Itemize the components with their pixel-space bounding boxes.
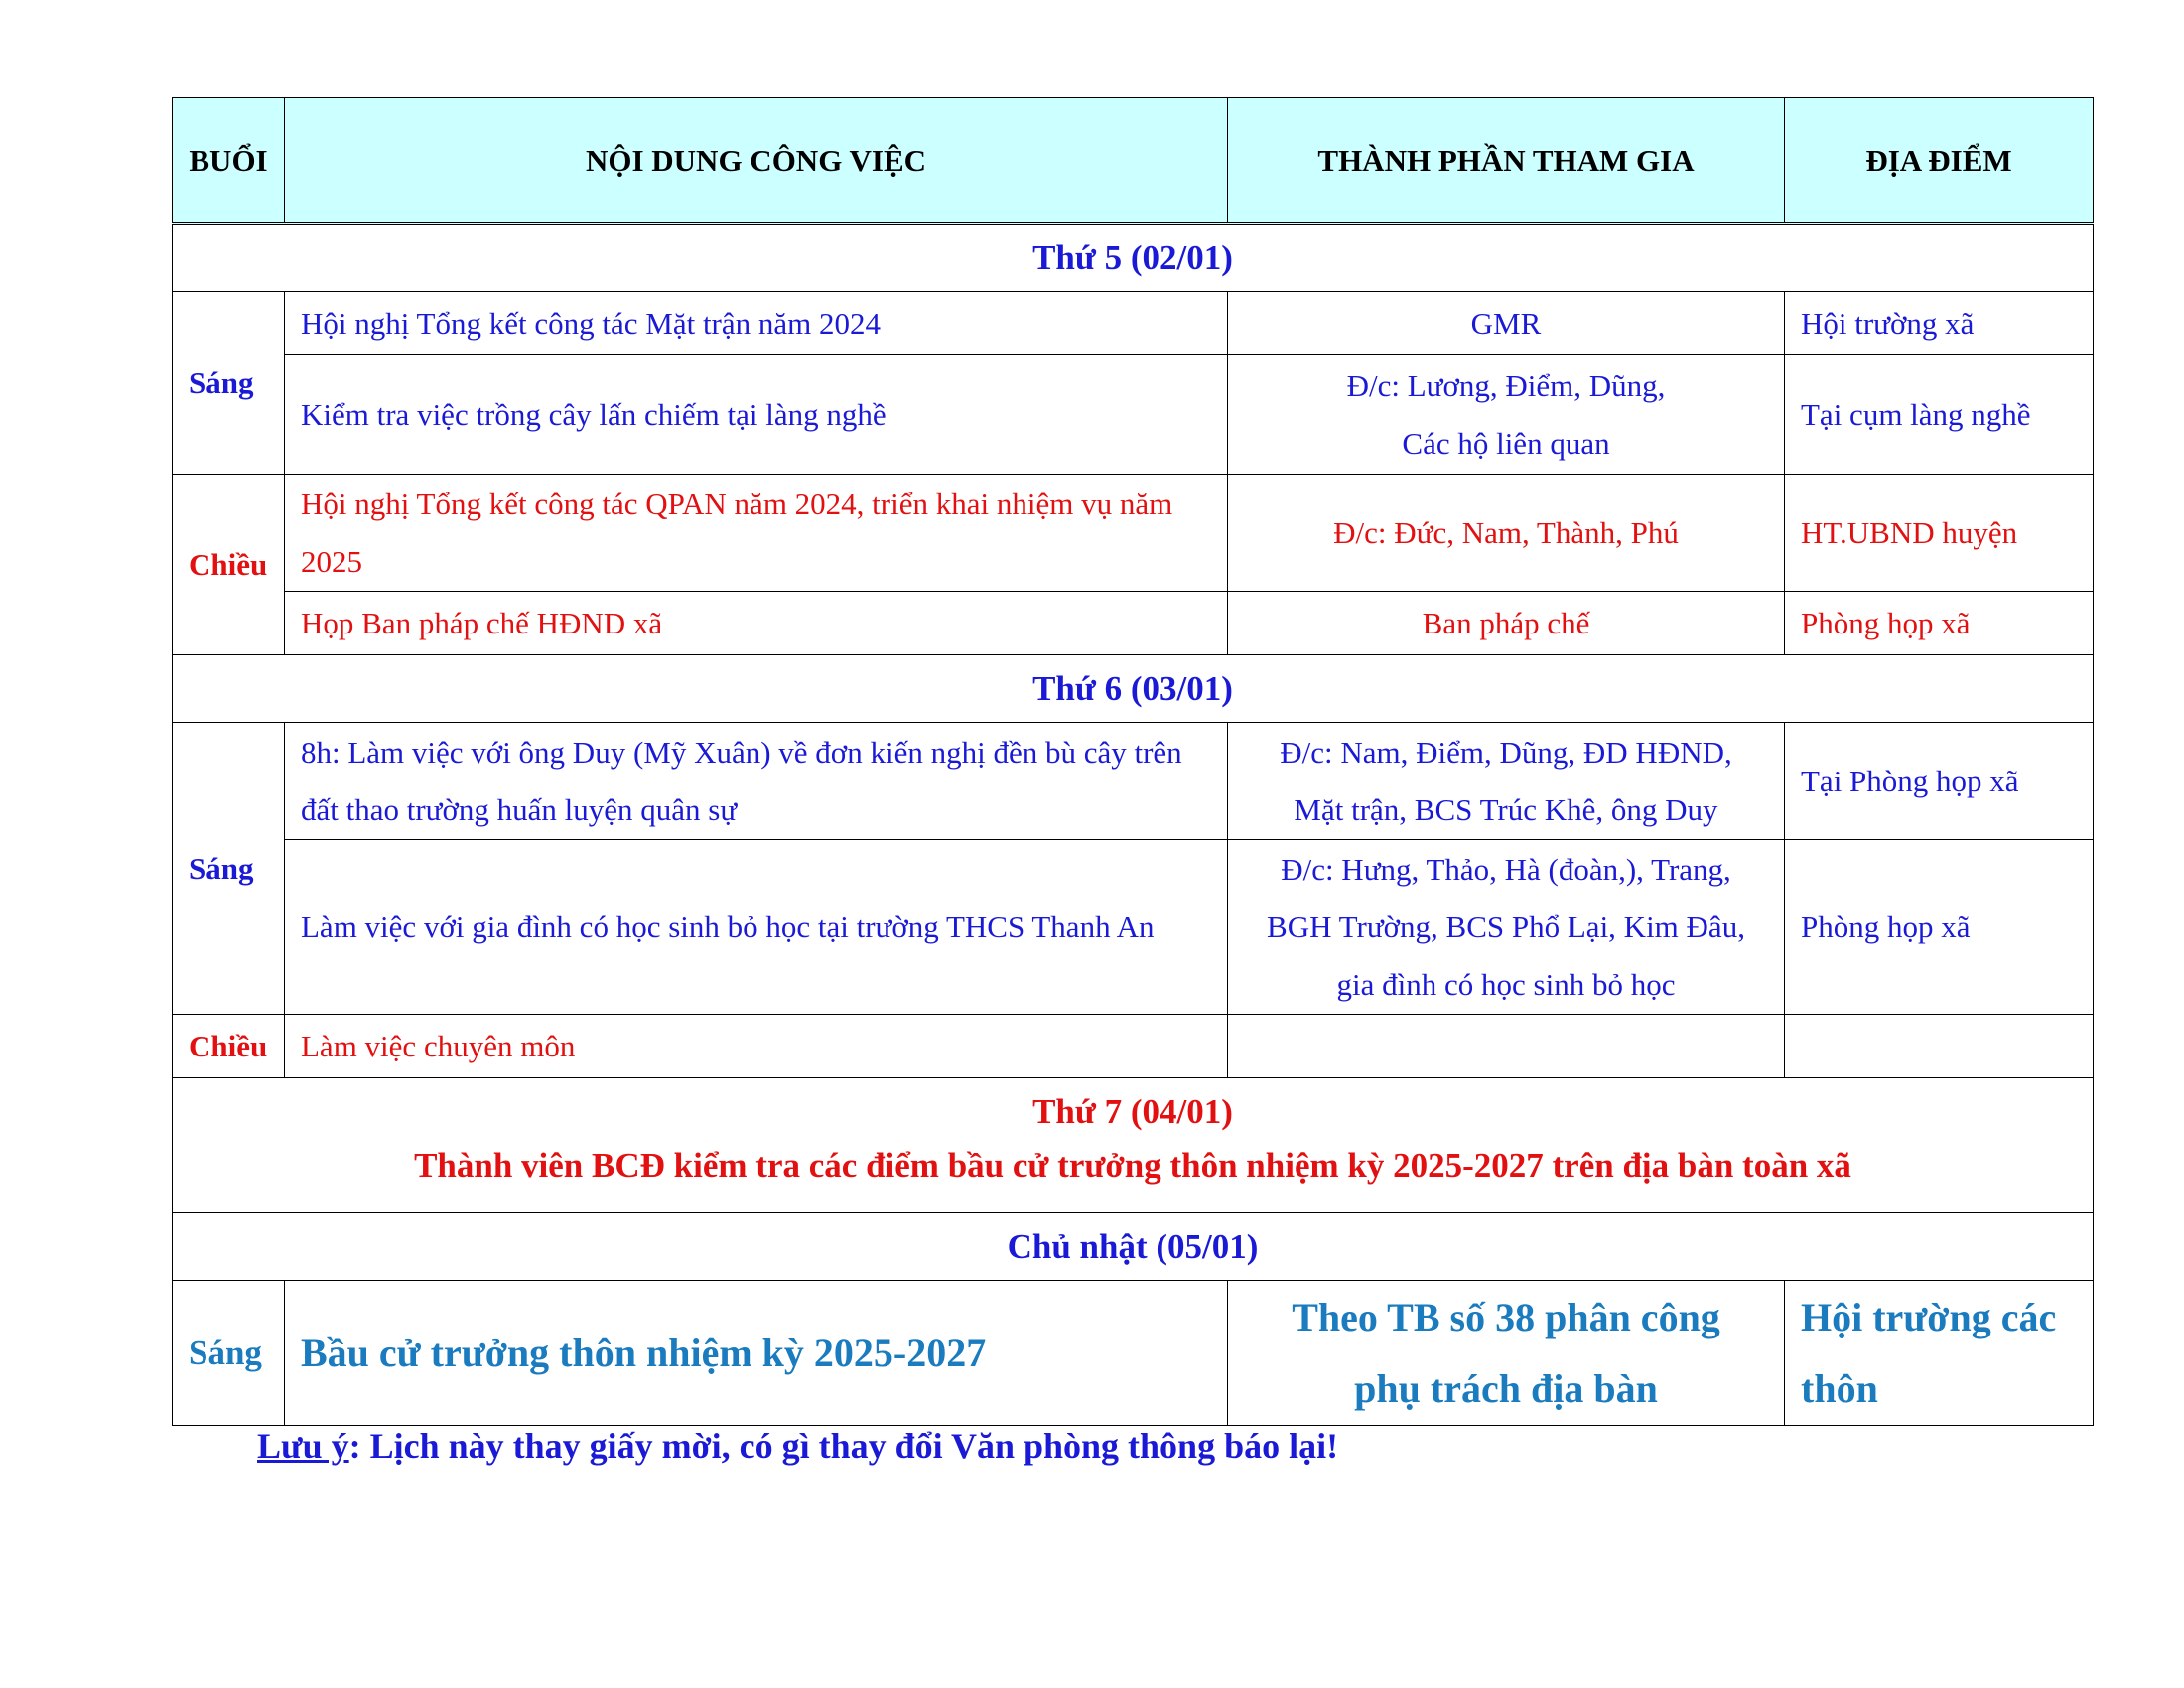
- location-cell: Hội trường xã: [1785, 292, 2094, 355]
- location-cell: Phòng họp xã: [1785, 840, 2094, 1015]
- task-line: đất thao trường huấn luyện quân sự: [301, 791, 738, 827]
- participants-line: Đ/c: Nam, Điểm, Dũng, ĐD HĐND,: [1280, 734, 1732, 770]
- location-cell: Tại cụm làng nghề: [1785, 355, 2094, 475]
- location-line: thôn: [1801, 1365, 1878, 1411]
- task-cell: Họp Ban pháp chế HĐND xã: [285, 592, 1228, 655]
- task-cell: Bầu cử trưởng thôn nhiệm kỳ 2025-2027: [285, 1281, 1228, 1426]
- participants-cell: [1228, 840, 1785, 1015]
- participants-cell: GMR: [1228, 292, 1785, 355]
- task-cell: [285, 723, 1228, 840]
- header-participants: THÀNH PHẦN THAM GIA: [1228, 98, 1785, 224]
- table-row: [173, 292, 2094, 355]
- participants-line: phụ trách địa bàn: [1354, 1365, 1658, 1411]
- day-block: [173, 1078, 2094, 1213]
- location-cell: HT.UBND huyện: [1785, 475, 2094, 592]
- location-cell: Phòng họp xã: [1785, 592, 2094, 655]
- participants-line: Đ/c: Lương, Điểm, Dũng,: [1346, 367, 1666, 403]
- location-cell: Tại Phòng họp xã: [1785, 723, 2094, 840]
- participants-cell: [1228, 1015, 1785, 1078]
- participants-cell: Ban pháp chế: [1228, 592, 1785, 655]
- session-morning: Sáng: [173, 292, 285, 475]
- table-row: [173, 723, 2094, 840]
- header-location: ĐỊA ĐIỂM: [1785, 98, 2094, 224]
- participants-cell: [1228, 723, 1785, 840]
- day-title: Thứ 5 (02/01): [173, 224, 2094, 292]
- participants-line: Theo TB số 38 phân công: [1292, 1294, 1720, 1339]
- participants-cell: Đ/c: Đức, Nam, Thành, Phú: [1228, 475, 1785, 592]
- day-row-thu7: [173, 1078, 2094, 1213]
- participants-line: gia đình có học sinh bỏ học: [1336, 966, 1676, 1002]
- participants-line: Mặt trận, BCS Trúc Khê, ông Duy: [1294, 791, 1718, 827]
- task-cell: Hội nghị Tổng kết công tác Mặt trận năm 2024: [285, 292, 1228, 355]
- participants-cell: [1228, 1281, 1785, 1426]
- day-row-thu5: [173, 224, 2094, 292]
- table-header-row: [173, 98, 2094, 224]
- table-row: [173, 840, 2094, 1015]
- footer-note: [257, 1425, 1338, 1467]
- location-line: Hội trường các: [1801, 1294, 2057, 1339]
- task-cell: Làm việc chuyên môn: [285, 1015, 1228, 1078]
- table-row: [173, 475, 2094, 592]
- table-row: [173, 1281, 2094, 1426]
- day-row-cn: [173, 1213, 2094, 1281]
- work-schedule-table: [172, 97, 2094, 1426]
- task-line: 2025: [301, 543, 362, 579]
- header-task: NỘI DUNG CÔNG VIỆC: [285, 98, 1228, 224]
- session-afternoon: Chiều: [173, 475, 285, 655]
- session-morning: Sáng: [173, 1281, 285, 1426]
- day-title: Thứ 6 (03/01): [173, 655, 2094, 723]
- participants-line: Các hộ liên quan: [1402, 425, 1610, 461]
- day-row-thu6: [173, 655, 2094, 723]
- session-afternoon: Chiều: [173, 1015, 285, 1078]
- day-title: Thứ 7 (04/01): [1032, 1091, 1233, 1131]
- note-label: Lưu ý: [257, 1426, 349, 1466]
- location-cell: [1785, 1015, 2094, 1078]
- table-row: [173, 592, 2094, 655]
- header-session: BUỔI: [173, 98, 285, 224]
- session-morning: Sáng: [173, 723, 285, 1015]
- day-announcement: Thành viên BCĐ kiểm tra các điểm bầu cử trưởng thôn nhiệm kỳ 2025-2027 trên địa bàn toàn xã: [414, 1145, 1851, 1185]
- participants-line: BGH Trường, BCS Phổ Lại, Kim Đâu,: [1267, 909, 1745, 944]
- task-cell: Kiểm tra việc trồng cây lấn chiếm tại làng nghề: [285, 355, 1228, 475]
- table-row: [173, 1015, 2094, 1078]
- participants-cell: [1228, 355, 1785, 475]
- participants-line: Đ/c: Hưng, Thảo, Hà (đoàn,), Trang,: [1281, 851, 1731, 887]
- location-cell: [1785, 1281, 2094, 1426]
- task-cell: Làm việc với gia đình có học sinh bỏ học tại trường THCS Thanh An: [285, 840, 1228, 1015]
- task-line: Hội nghị Tổng kết công tác QPAN năm 2024, triển khai nhiệm vụ năm: [301, 486, 1173, 521]
- task-cell: [285, 475, 1228, 592]
- day-title: Chủ nhật (05/01): [173, 1213, 2094, 1281]
- task-line: 8h: Làm việc với ông Duy (Mỹ Xuân) về đơn kiến nghị đền bù cây trên: [301, 734, 1182, 770]
- table-row: [173, 355, 2094, 475]
- note-text: : Lịch này thay giấy mời, có gì thay đổi Văn phòng thông báo lại!: [348, 1426, 1339, 1466]
